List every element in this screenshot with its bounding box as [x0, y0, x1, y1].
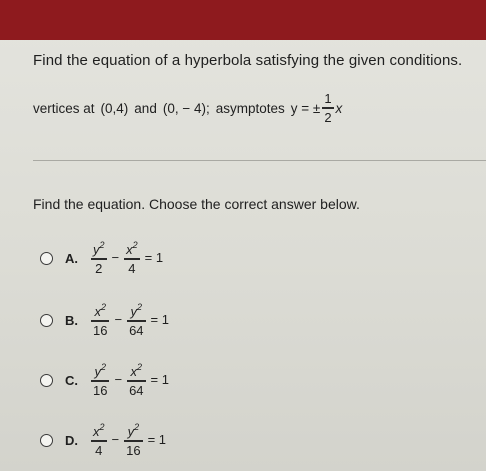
term-1: $\frac{y^2}{2}$: [93, 240, 105, 276]
asymptote-lhs: y = ±: [290, 100, 321, 116]
and-word: and: [134, 100, 157, 116]
header-bar: [0, 0, 486, 40]
radio-button[interactable]: [40, 374, 53, 387]
term-2: $\frac{x^2}{64}$: [129, 362, 144, 398]
term-2: $\frac{x^2}{4}$: [126, 240, 138, 276]
choice-letter: C.: [65, 372, 78, 388]
choice-letter: D.: [65, 432, 78, 448]
choice-equation: $\frac{x^2}{16}$ − $\frac{y^2}{64}$ = 1: [93, 302, 169, 338]
choice-b[interactable]: [40, 298, 172, 342]
radio-button[interactable]: [40, 314, 53, 327]
given-conditions: [33, 90, 342, 126]
term-1: $\frac{y^2}{16}$: [93, 362, 108, 398]
term-1: $\frac{x^2}{16}$: [93, 302, 108, 338]
radio-button[interactable]: [40, 252, 53, 265]
choice-letter: B.: [65, 312, 78, 328]
asymptote-slope-fraction: [322, 92, 333, 123]
vertex-2: (0, − 4);: [162, 100, 210, 116]
choice-d[interactable]: [40, 418, 169, 462]
vertices-label: vertices at: [33, 100, 95, 116]
problem-instruction: Find the equation of a hyperbola satisfying the given conditions.: [33, 52, 463, 69]
choice-equation: $\frac{x^2}{4}$ − $\frac{y^2}{16}$ = 1: [93, 422, 167, 458]
choice-a[interactable]: [40, 236, 166, 280]
term-2: $\frac{y^2}{16}$: [126, 422, 141, 458]
choice-equation: $\frac{y^2}{16}$ − $\frac{x^2}{64}$ = 1: [93, 362, 169, 398]
choice-equation: $\frac{y^2}{2}$ − $\frac{x^2}{4}$ = 1: [93, 240, 164, 276]
radio-button[interactable]: [40, 434, 53, 447]
asymptote-variable: x: [335, 100, 343, 116]
asymptotes-label: asymptotes: [215, 100, 285, 116]
choice-letter: A.: [65, 250, 78, 266]
answer-prompt: Find the equation. Choose the correct answer below.: [33, 196, 360, 212]
term-1: $\frac{x^2}{4}$: [93, 422, 105, 458]
divider: [33, 160, 486, 161]
choice-c[interactable]: [40, 358, 172, 402]
slope-numerator: 1: [324, 91, 332, 107]
term-2: $\frac{y^2}{64}$: [129, 302, 144, 338]
vertex-1: (0,4): [100, 100, 129, 116]
slope-denominator: 2: [324, 109, 332, 125]
